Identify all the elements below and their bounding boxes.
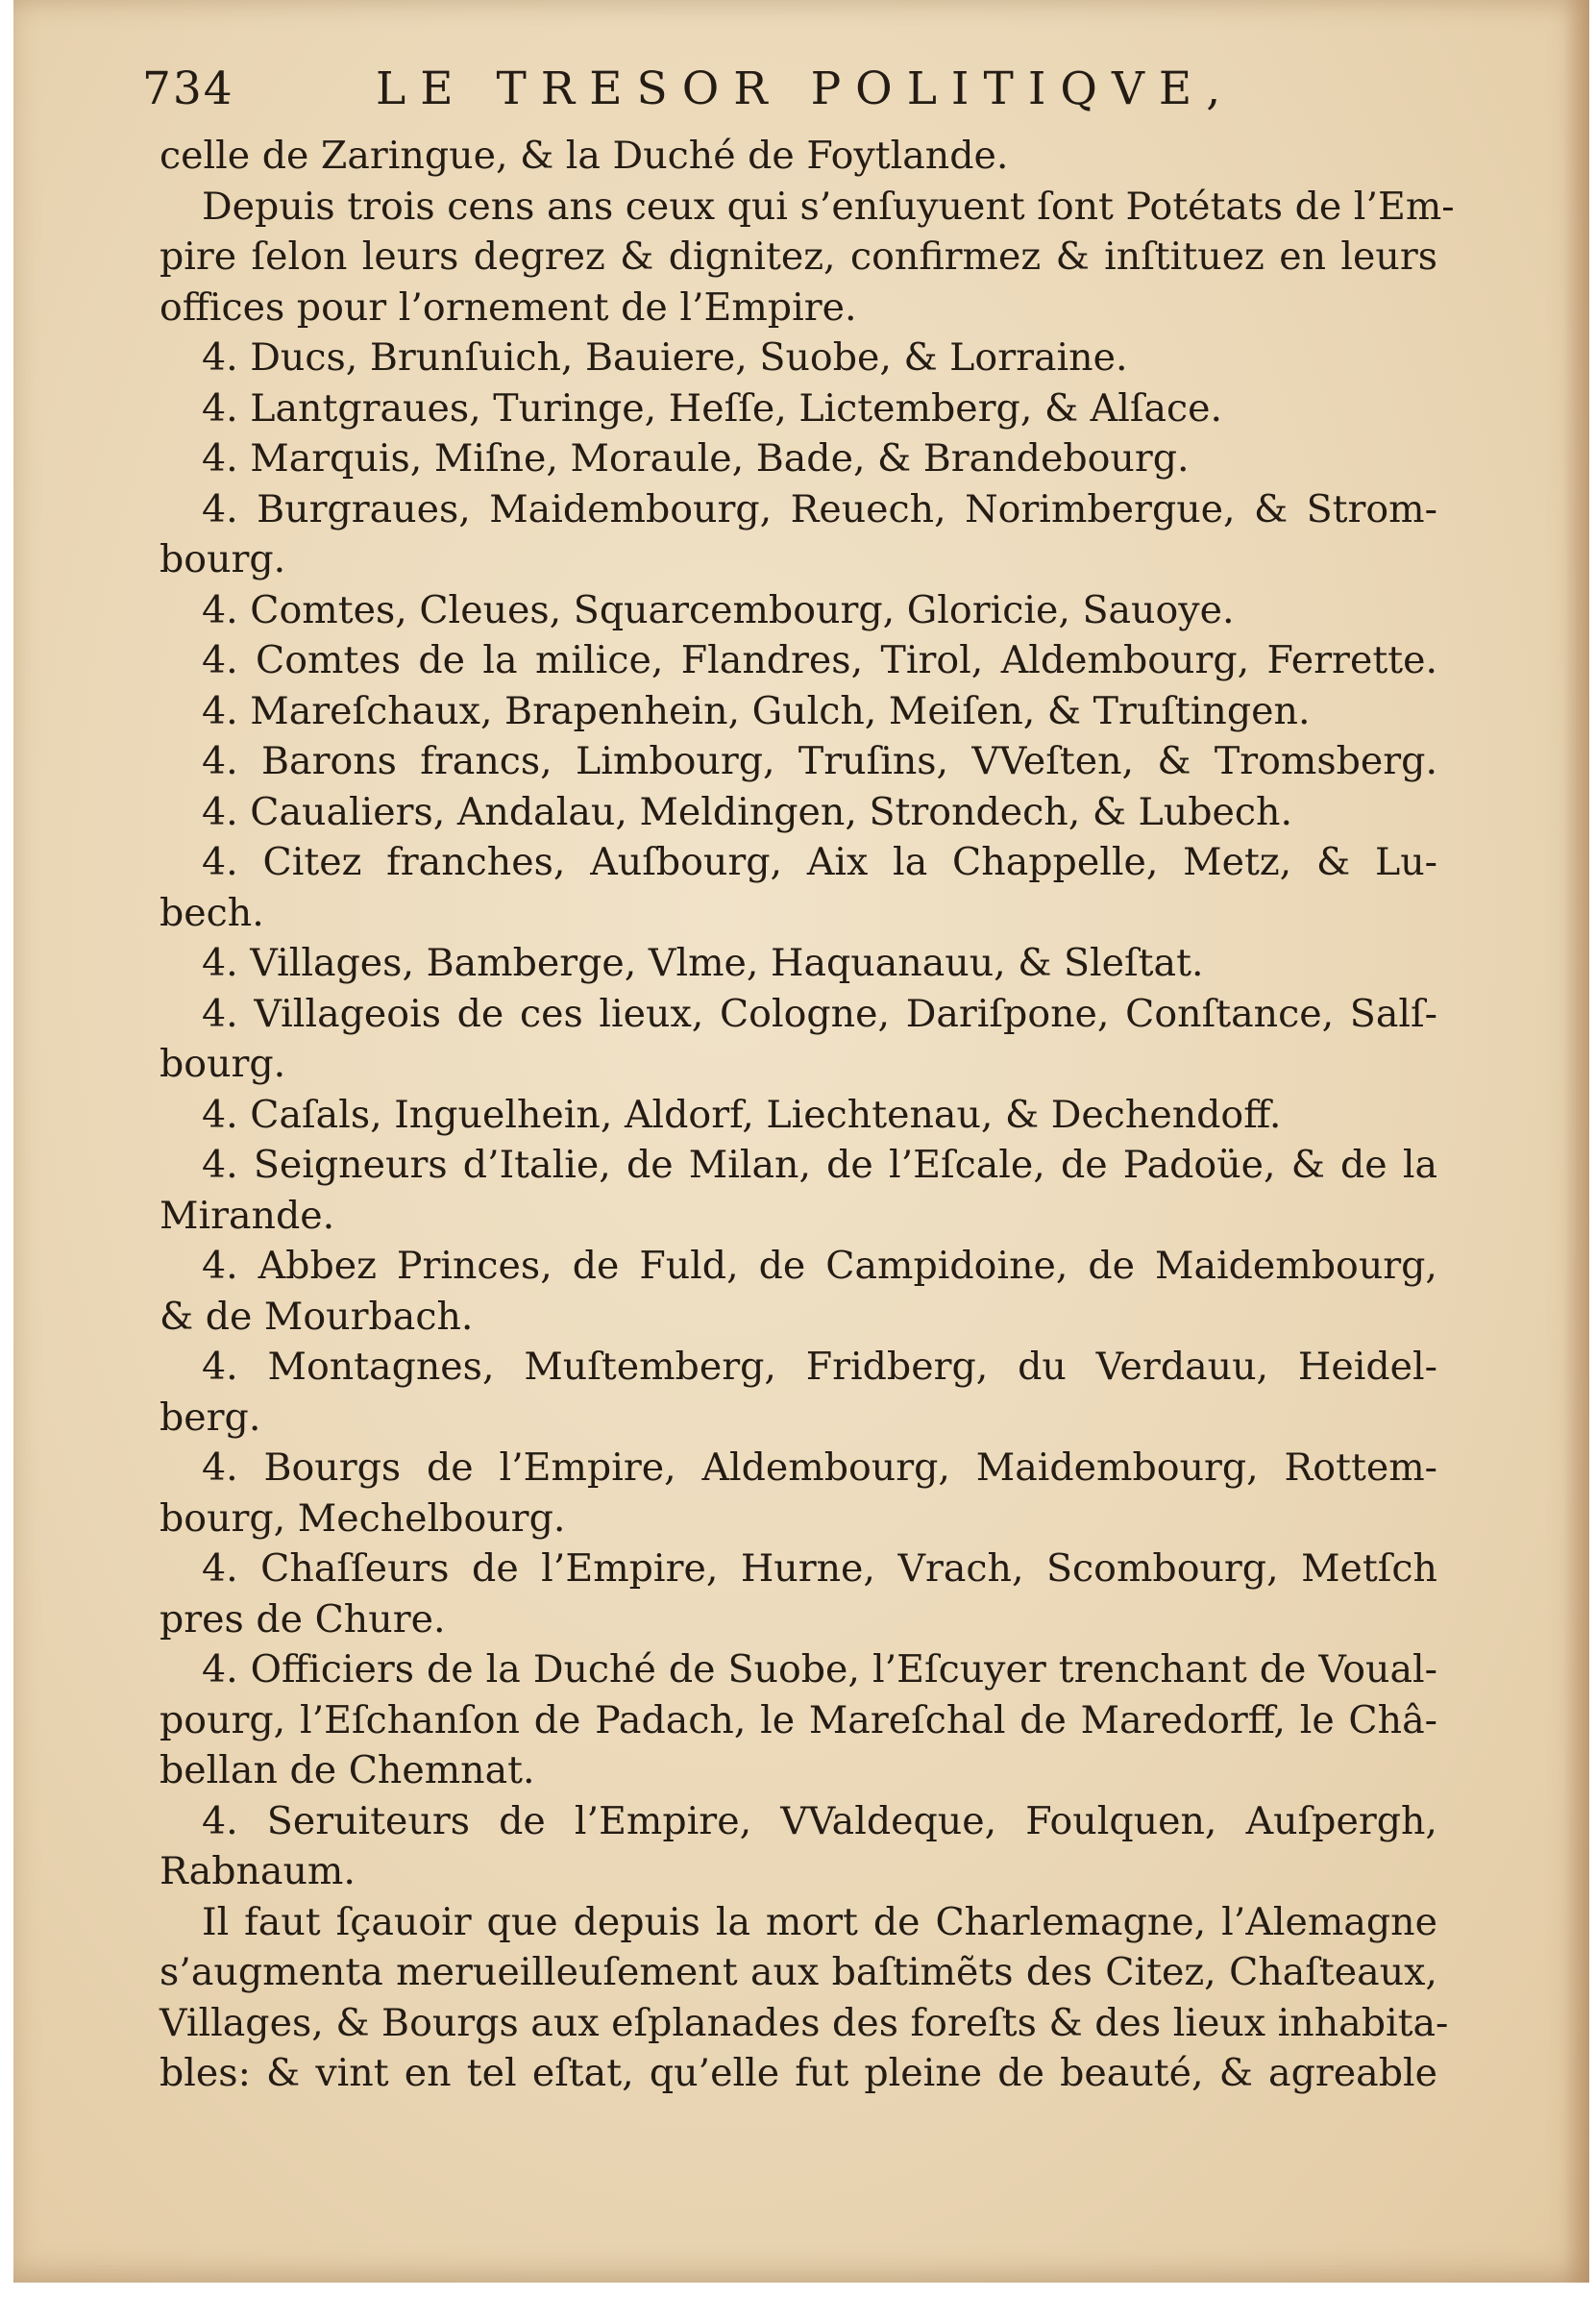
text-line: 4. Comtes de la milice, Flandres, Tirol, Aldembourg, Ferrette. [202, 638, 1437, 682]
text-line: 4. Ducs, Brunſuich, Bauiere, Suobe, & Lorraine. [202, 335, 1128, 380]
text-line: 4. Officiers de la Duché de Suobe, l’Eſcuyer trenchant de Voual- [202, 1647, 1437, 1692]
text-line: 4. Montagnes, Muſtemberg, Fridberg, du Verdauu, Heidel- [202, 1345, 1437, 1389]
text-line: bourg, Mechelbourg. [160, 1495, 566, 1541]
text-line: 4. Villageois de ces lieux, Cologne, Dariſpone, Conſtance, Salſ- [202, 991, 1437, 1036]
text-line: celle de Zaringue, & la Duché de Foytlande. [160, 134, 1009, 178]
text-line: 4. Chaſſeurs de l’Empire, Hurne, Vrach, Scombourg, Metſch [202, 1546, 1437, 1591]
book-page [13, 0, 1589, 2283]
text-line: 4. Bourgs de l’Empire, Aldembourg, Maidembourg, Rottem- [202, 1445, 1437, 1490]
text-line: 4. Villages, Bamberge, Vlme, Haquanauu, & Sleſtat. [202, 941, 1204, 985]
text-line: 4. Citez franches, Auſbourg, Aix la Chappelle, Metz, & Lu- [202, 840, 1437, 884]
text-line: & de Mourbach. [160, 1294, 474, 1339]
text-line: pres de Chure. [160, 1596, 446, 1642]
text-line: Villages, & Bourgs aux eſplanades des foreſts & des lieux inhabita- [160, 2000, 1449, 2045]
text-line: 4. Barons francs, Limbourg, Truſins, VVeſten, & Tromsberg. [202, 739, 1437, 783]
text-line: 4. Burgraues, Maidembourg, Reuech, Norimbergue, & Strom- [202, 486, 1437, 531]
text-line: 4. Caſals, Inguelhein, Aldorf, Liechtenau, & Dechendoff. [202, 1092, 1282, 1137]
text-line: 4. Caualiers, Andalau, Meldingen, Strondech, & Lubech. [202, 789, 1293, 834]
body-text [160, 131, 1455, 2099]
text-block [142, 48, 1455, 2099]
text-line: 4. Mareſchaux, Brapenhein, Gulch, Meiſen, & Truſtingen. [202, 688, 1311, 733]
text-line: bles: & vint en tel eſtat, qu’elle fut pleine de beauté, & agreable [160, 2051, 1437, 2095]
text-line: pourg, l’Eſchanſon de Padach, le Mareſchal de Maredorff, le Châ- [160, 1697, 1437, 1742]
text-line: Depuis trois cens ans ceux qui s’enſuyuent ſont Potétats de l’Em- [202, 184, 1455, 229]
text-line: Il faut ſçauoir que depuis la mort de Charlemagne, l’Alemagne [202, 1899, 1437, 1944]
text-line: bourg. [160, 1042, 286, 1086]
text-line: Mirande. [160, 1193, 335, 1238]
running-title: LE TRESOR POLITIQVE, [376, 62, 1236, 115]
text-line: Rabnaum. [160, 1849, 356, 1893]
text-line: 4. Lantgraues, Turinge, Heſſe, Lictemberg, & Alſace. [202, 385, 1223, 431]
text-line: 4. Seruiteurs de l’Empire, VValdeque, Foulquen, Auſpergh, [202, 1798, 1437, 1843]
text-line: berg. [160, 1395, 261, 1440]
page-edge-shadow [1564, 0, 1589, 2283]
text-line: 4. Marquis, Miſne, Moraule, Bade, & Brandebourg. [202, 436, 1190, 481]
text-line: bellan de Chemnat. [160, 1748, 535, 1792]
page-number: 734 [142, 62, 234, 115]
text-line: pire ſelon leurs degrez & dignitez, confirmez & inſtituez en leurs [160, 235, 1437, 279]
text-line: 4. Seigneurs d’Italie, de Milan, de l’Eſcale, de Padoüe, & de la [202, 1143, 1437, 1187]
text-line: offices pour l’ornement de l’Empire. [160, 284, 857, 330]
text-line: s’augmenta merueilleuſement aux baſtimẽts des Citez, Chaſteaux, [160, 1950, 1437, 1994]
page-header [142, 48, 1437, 131]
text-line: 4. Comtes, Cleues, Squarcembourg, Gloricie, Sauoye. [202, 587, 1235, 632]
text-line: 4. Abbez Princes, de Fuld, de Campidoine, de Maidembourg, [202, 1244, 1437, 1288]
text-line: bech. [160, 890, 264, 935]
text-line: bourg. [160, 537, 286, 581]
